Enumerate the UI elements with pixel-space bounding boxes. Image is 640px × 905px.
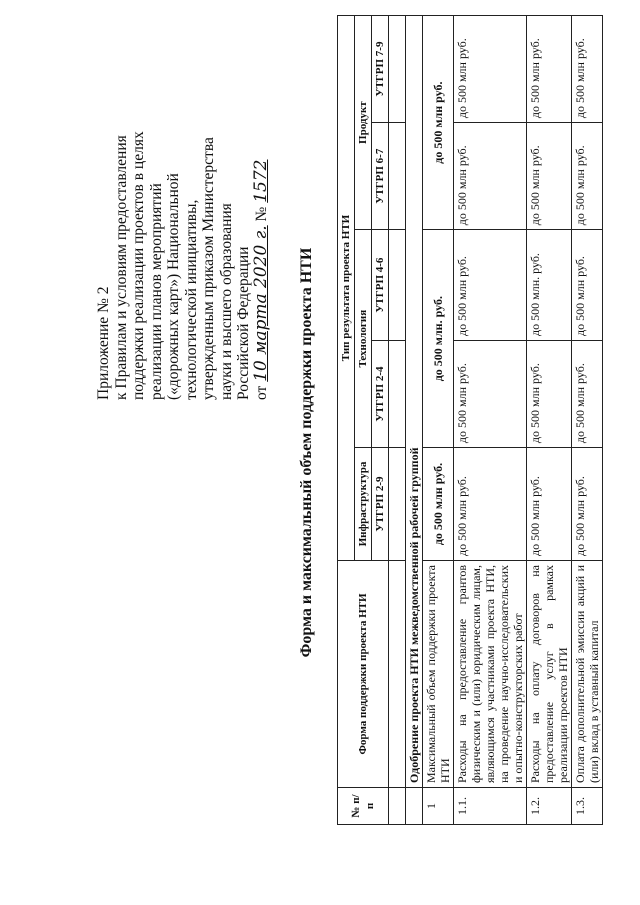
document-title: Форма и максимальный объем поддержки проекта НТИ <box>298 247 315 658</box>
table-row <box>527 16 572 825</box>
index-cell <box>389 448 406 561</box>
section-row <box>406 16 423 825</box>
index-cell <box>389 788 406 825</box>
header-row <box>338 16 355 825</box>
annex-line: реализации планов мероприятий <box>147 183 165 400</box>
header-num: № п/п <box>338 788 389 825</box>
row-form: Максимальный объем поддержки проекта НТИ <box>423 561 454 788</box>
annex-line: («дорожных карт») Национальной <box>165 173 182 400</box>
annex-line: технологической инициативы, <box>182 199 200 400</box>
row-num: 1.1. <box>454 788 527 825</box>
from-label: от <box>252 385 270 400</box>
row-value: до 500 млн. руб. <box>423 230 454 448</box>
header-technology: Технология <box>355 230 372 448</box>
header-infrastructure: Инфраструктура <box>355 448 372 561</box>
index-cell <box>389 16 406 123</box>
index-cell <box>389 340 406 447</box>
annex-line: поддержки реализации проектов в целях <box>130 131 147 400</box>
header-result-type: Тип результата проекта НТИ <box>338 16 355 561</box>
row-value: до 500 млн руб. <box>572 230 603 341</box>
row-value: до 500 млн руб. <box>527 16 572 123</box>
row-num: 1.3. <box>572 788 603 825</box>
row-value: до 500 млн руб. <box>527 123 572 230</box>
row-num: 1.2. <box>527 788 572 825</box>
row-value: до 500 млн руб. <box>572 448 603 561</box>
table-row <box>423 16 454 825</box>
annex-line: утвержденным приказом Министерства <box>200 137 217 400</box>
row-value: до 500 млн руб. <box>454 123 527 230</box>
header-form: Форма поддержки проекта НТИ <box>338 561 389 788</box>
row-value: до 500 млн руб. <box>527 448 572 561</box>
table-row <box>572 16 603 825</box>
index-cell <box>389 561 406 788</box>
row-value: до 500 млн руб. <box>572 340 603 447</box>
annex-line: Приложение № 2 <box>95 286 112 400</box>
index-cell <box>389 230 406 341</box>
header-product: Продукт <box>355 16 372 230</box>
header-utrl-6-7: УТГРП 6-7 <box>372 123 389 230</box>
index-row <box>389 16 406 825</box>
row-value: до 500 млн руб. <box>454 16 527 123</box>
number-label: № <box>252 206 270 222</box>
handwritten-date: 10 марта 2020 г. <box>250 225 271 382</box>
section-num-cell <box>406 788 423 825</box>
row-value: до 500 млн руб. <box>527 340 572 447</box>
annex-line: Российской Федерации <box>235 246 252 400</box>
header-utrl-7-9: УТГРП 7-9 <box>372 16 389 123</box>
row-value: до 500 млн руб. <box>454 340 527 447</box>
row-value: до 500 млн руб. <box>572 16 603 123</box>
table-row <box>454 16 527 825</box>
row-value: до 500 млн руб. <box>423 448 454 561</box>
row-num: 1 <box>423 788 454 825</box>
index-cell <box>389 123 406 230</box>
row-value: до 500 млн руб. <box>423 16 454 230</box>
header-utrl-4-6: УТГРП 4-6 <box>372 230 389 341</box>
row-value: до 500 млн руб. <box>454 448 527 561</box>
annex-block <box>95 20 270 400</box>
header-utrl-2-9: УТГРП 2-9 <box>372 448 389 561</box>
row-form: Расходы на оплату договоров на предоставление услуг в рамках реализации проектов НТИ <box>527 561 572 788</box>
support-table <box>337 15 603 825</box>
row-form: Оплата дополнительной эмиссии акций и (или) вклад в уставный капитал <box>572 561 603 788</box>
row-value: до 500 млн. руб. <box>527 230 572 341</box>
annex-line: науки и высшего образования <box>217 203 235 400</box>
row-form: Расходы на предоставление грантов физическим и (или) юридическим лицам, являющимся участниками проекта НТИ, на проведение научно-исследовательских и опытно-конструкторских работ <box>454 561 527 788</box>
row-value: до 500 млн руб. <box>454 230 527 341</box>
annex-line: к Правилам и условиям предоставления <box>112 135 130 400</box>
handwritten-number: 1572 <box>250 159 271 203</box>
header-utrl-2-4: УТГРП 2-4 <box>372 340 389 447</box>
annex-date-line <box>250 20 271 400</box>
section-title: Одобрение проекта НТИ межведомственной рабочей группой <box>406 16 423 788</box>
row-value: до 500 млн руб. <box>572 123 603 230</box>
